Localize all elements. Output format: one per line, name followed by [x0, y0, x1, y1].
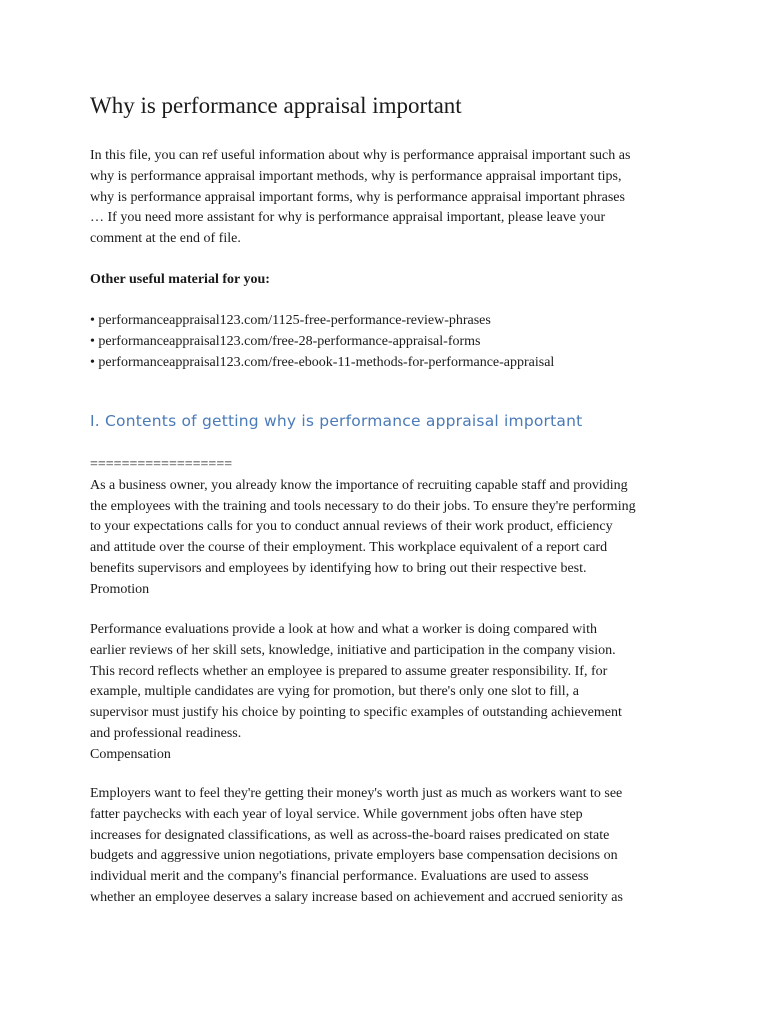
- subheading-compensation: Compensation: [90, 746, 171, 762]
- intro-line: … If you need more assistant for why is performance appraisal important, please leave your: [90, 210, 606, 226]
- intro-line: In this file, you can ref useful information about why is performance appraisal important such as: [90, 148, 631, 163]
- subheading-promotion: Promotion: [90, 581, 150, 597]
- body-line: ==================: [90, 457, 233, 472]
- links-list: [90, 311, 690, 373]
- other-material-label: [90, 270, 690, 291]
- document-title: Why is performance appraisal important: [90, 93, 462, 118]
- body-line: and professional readiness.: [90, 725, 242, 741]
- body-line: earlier reviews of her skill sets, knowledge, initiative and participation in the company vision.: [90, 642, 616, 658]
- body-paragraph-2: [90, 620, 690, 766]
- body-paragraph-3: [90, 784, 690, 909]
- body-line: individual merit and the company's financial performance. Evaluations are used to assess: [90, 869, 589, 885]
- body-line: example, multiple candidates are vying for promotion, but there's only one slot to fill, a: [90, 684, 579, 700]
- body-line: budgets and aggressive union negotiations, private employers base compensation decisions on: [90, 848, 618, 864]
- body-line: supervisor must justify his choice by pointing to specific examples of outstanding achievement: [90, 705, 622, 721]
- body-line: As a business owner, you already know the importance of recruiting capable staff and providing: [90, 477, 628, 493]
- body-line: benefits supervisors and employees by identifying how to bring out their respective best.: [90, 560, 587, 576]
- body-line: to your expectations calls for you to conduct annual reviews of their work product, efficiency: [90, 519, 613, 535]
- other-material-text: Other useful material for you:: [90, 272, 270, 287]
- intro-line: why is performance appraisal important forms, why is performance appraisal important phrases: [90, 189, 625, 205]
- body-line: Performance evaluations provide a look at how and what a worker is doing compared with: [90, 622, 597, 637]
- body-line: fatter paychecks with each year of loyal service. While government jobs often have step: [90, 806, 583, 822]
- list-item-link[interactable]: • performanceappraisal123.com/free-ebook-11-methods-for-performance-appraisal: [90, 354, 555, 370]
- body-line: This record reflects whether an employee is prepared to assume greater responsibility. If, for: [90, 663, 608, 679]
- body-line: the employees with the training and tools necessary to do their jobs. To ensure they're performing: [90, 498, 636, 514]
- list-item-link[interactable]: • performanceappraisal123.com/free-28-performance-appraisal-forms: [90, 333, 481, 349]
- list-item-link[interactable]: • performanceappraisal123.com/1125-free-performance-review-phrases: [90, 313, 491, 328]
- body-paragraph-1: [90, 455, 690, 601]
- section-heading: I. Contents of getting why is performance appraisal important: [90, 412, 583, 430]
- body-line: increases for designated classifications, as well as across-the-board raises predicated on state: [90, 827, 610, 843]
- intro-line: why is performance appraisal important methods, why is performance appraisal important tips,: [90, 168, 622, 184]
- body-line: whether an employee deserves a salary increase based on achievement and accrued seniority as: [90, 889, 623, 905]
- body-line: and attitude over the course of their employment. This workplace equivalent of a report card: [90, 540, 608, 556]
- body-line: Employers want to feel they're getting their money's worth just as much as workers want to see: [90, 786, 623, 801]
- intro-paragraph: [90, 146, 690, 250]
- intro-line: comment at the end of file.: [90, 231, 241, 247]
